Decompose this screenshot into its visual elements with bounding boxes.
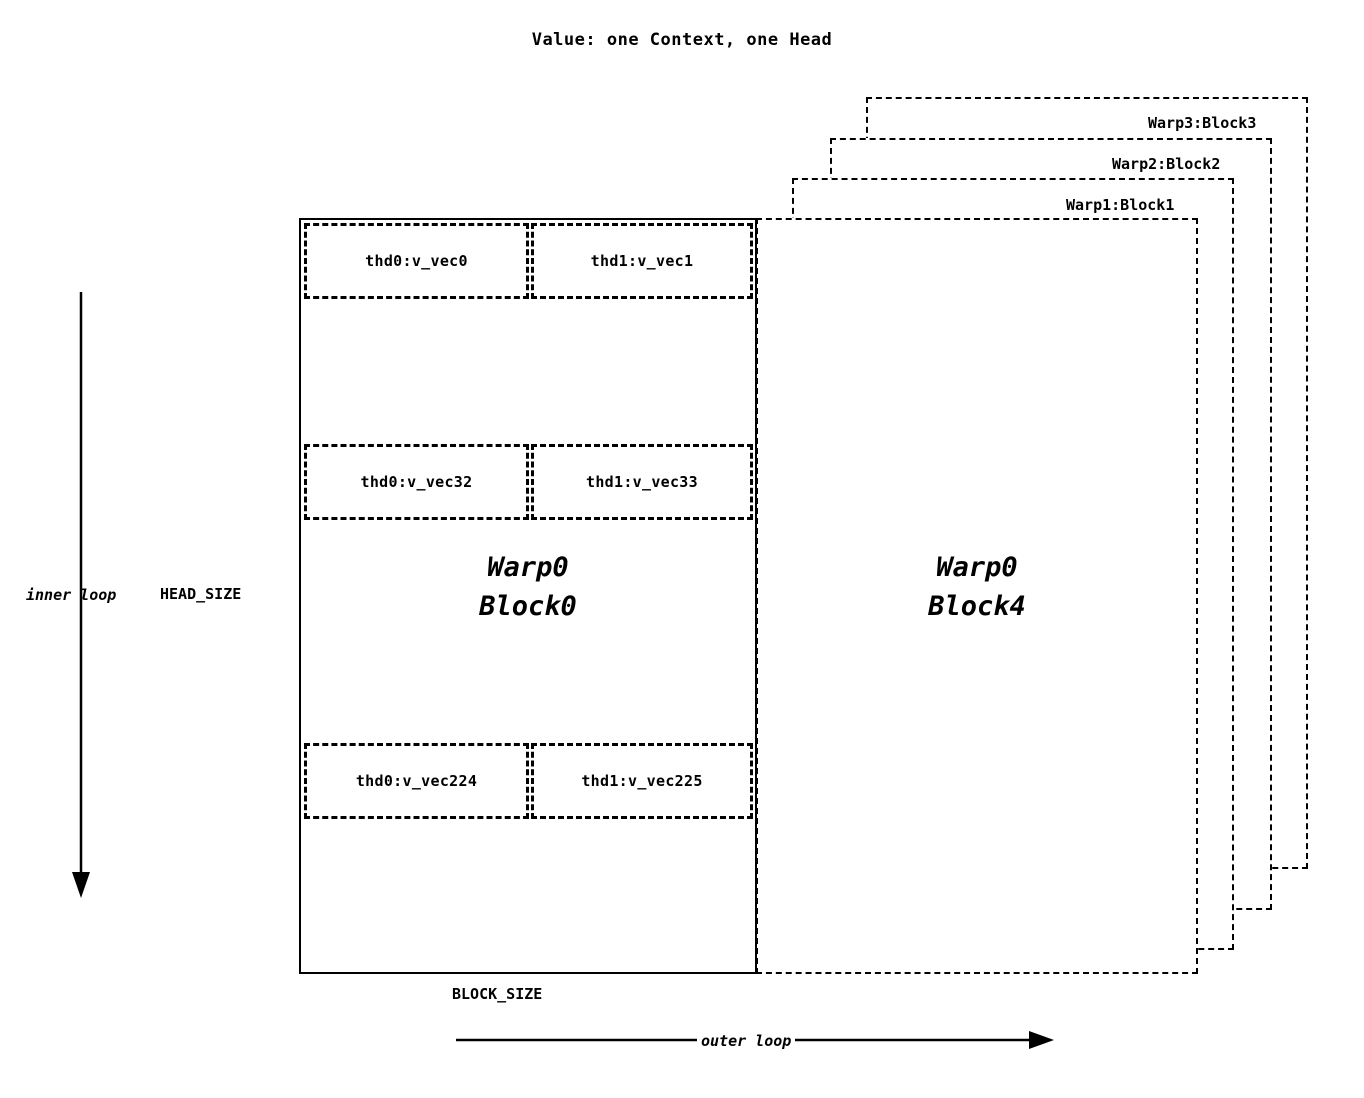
thread-cell-label: thd1:v_vec225 bbox=[581, 772, 703, 790]
inner-loop-label: inner loop bbox=[26, 586, 117, 604]
thread-cell-label: thd0:v_vec0 bbox=[365, 252, 468, 270]
stacked-block-1-label: Warp1:Block1 bbox=[1066, 196, 1175, 214]
block0-warp-line1: Warp0 bbox=[487, 552, 569, 583]
thread-cell-label: thd0:v_vec224 bbox=[355, 772, 478, 790]
block0-warp-line2: Block0 bbox=[479, 591, 577, 623]
thread-cell-thd1-vvec33 bbox=[531, 444, 753, 520]
block4-warp-line1: Warp0 bbox=[936, 552, 1018, 583]
head-size-label: HEAD_SIZE bbox=[160, 585, 242, 603]
thread-cell-thd1-vvec1 bbox=[531, 223, 753, 299]
page-title: Value: one Context, one Head bbox=[531, 30, 833, 50]
thread-cell-thd0-vvec224 bbox=[304, 743, 529, 819]
thread-cell-label: thd1:v_vec33 bbox=[586, 473, 698, 491]
block-size-label: BLOCK_SIZE bbox=[452, 985, 543, 1003]
block0-warp-label bbox=[299, 548, 757, 626]
thread-cell-thd0-vvec0 bbox=[304, 223, 529, 299]
stacked-block-2-label: Warp2:Block2 bbox=[1112, 155, 1221, 173]
outer-loop-label: outer loop bbox=[697, 1032, 795, 1050]
block4-warp-line2: Block4 bbox=[928, 591, 1026, 623]
thread-cell-label: thd1:v_vec1 bbox=[590, 252, 694, 270]
block4-warp-label bbox=[756, 548, 1198, 626]
stacked-block-3-label: Warp3:Block3 bbox=[1148, 114, 1257, 132]
thread-cell-thd1-vvec225 bbox=[531, 743, 753, 819]
thread-cell-label: thd0:v_vec32 bbox=[360, 473, 473, 491]
thread-cell-thd0-vvec32 bbox=[304, 444, 529, 520]
